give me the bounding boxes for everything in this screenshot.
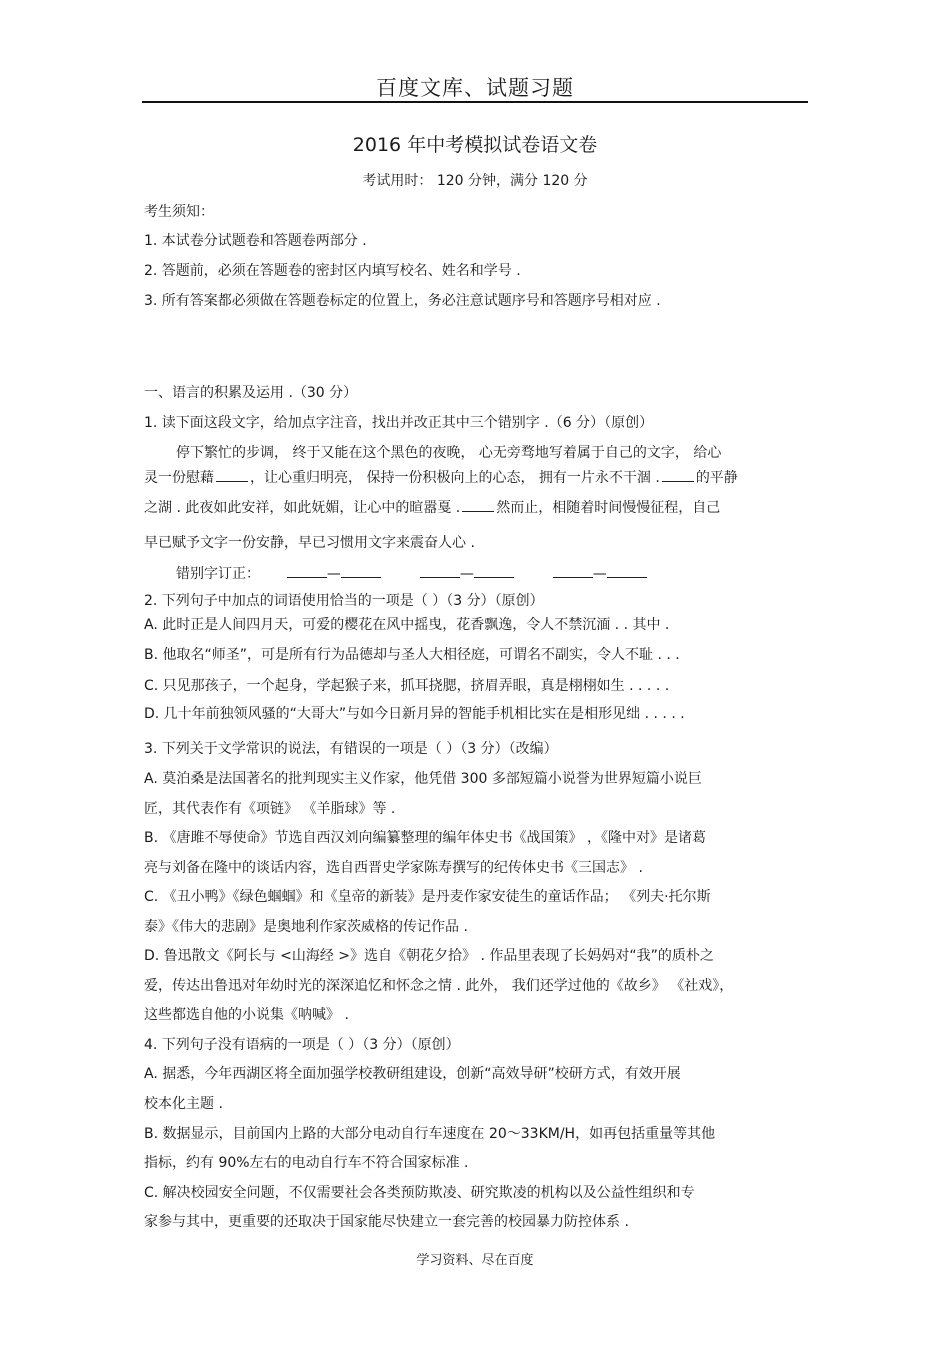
q1-para-line-4: 早已赋予文字一份安静，早已习惯用文字来震奋人心 . [144,535,475,551]
q2-option-a: A. 此时正是人间四月天，可爱的樱花在风中摇曳，花香飘逸，令人不禁沉湎 . . 其中 . [144,617,670,633]
correction-blank [474,563,514,578]
q1-para-text: ，让心重归明亮， 保持一份积极向上的心态， 拥有一片永不干涸 . [250,470,660,486]
q4-option-c-line-1: C. 解决校园安全问题，不仅需要社会各类预防欺凌、研究欺凌的机构以及公益性组织和专 [144,1185,695,1201]
q1-stem: 1. 读下面这段文字，给加点字注音，找出并改正其中三个错别字 .（6 分）（原创） [144,415,654,431]
correction-dash: — [592,566,607,582]
correction-dash: — [326,566,341,582]
q3-option-c-line-2: 泰》《伟大的悲剧》是奥地利作家茨威格的传记作品 . [144,919,468,935]
q4-stem: 4. 下列句子没有语病的一项是（ ）（3 分）（原创） [144,1037,460,1053]
q1-para-text: 灵一份慰藉 [144,470,214,486]
header-title: 百度文库、试题习题 [376,76,574,100]
q1-para-line-2 [144,467,738,488]
correction-blank [287,563,327,578]
q3-option-d-line-1: D. 鲁迅散文《阿长与 <山海经 >》选自《朝花夕拾》 . 作品里表现了长妈妈对“我”的质朴之 [144,948,714,964]
exam-subtitle: 考试用时： 120 分钟，满分 120 分 [362,173,588,189]
correction-dash: — [459,566,474,582]
pinyin-blank [216,467,248,482]
q1-para-text: 之湖 . 此夜如此安祥，如此妩媚，让心中的暄嚣戛 . [144,500,461,516]
q3-option-c-line-1: C. 《丑小鸭》《绿色蝈蝈》和《皇帝的新装》是丹麦作家安徒生的童话作品； 《列夫·托尔斯 [144,889,711,905]
q2-option-b: B. 他取名“师圣”，可是所有行为品德却与圣人大相径庭，可谓名不副实，令人不耻 . . . [144,647,680,663]
notice-item-3: 3. 所有答案都必须做在答题卷标定的位置上，务必注意试题序号和答题序号相对应 . [144,293,661,309]
notice-heading: 考生须知： [144,204,214,220]
q3-option-a-line-1: A. 莫泊桑是法国著名的批判现实主义作家，他凭借 300 多部短篇小说誉为世界短篇小说巨 [144,771,702,787]
page-footer: 学习资料、尽在百度 [416,1253,534,1268]
q3-stem: 3. 下列关于文学常识的说法，有错误的一项是（ ）（3 分）（改编） [144,741,558,757]
q2-option-c: C. 只见那孩子，一个起身，学起猴子来，抓耳挠腮，挤眉弄眼，真是栩栩如生 . . . . . [144,678,670,694]
q3-option-d-line-2: 爱，传达出鲁迅对年幼时光的深深追忆和怀念之情 . 此外， 我们还学过他的《故乡》 《社戏》， [144,978,734,994]
q2-stem: 2. 下列句子中加点的词语使用恰当的一项是（ ）（3 分）（原创） [144,593,544,609]
q3-option-d-line-3: 这些都选自他的小说集《呐喊》 . [144,1007,349,1023]
q3-option-b-line-1: B. 《唐雎不辱使命》节选自西汉刘向编纂整理的编年体史书《战国策》 ，《隆中对》是诸葛 [144,830,706,846]
pinyin-blank [462,497,494,512]
correction-blank [553,563,593,578]
q4-option-a-line-1: A. 据悉，今年西湖区将全面加强学校教研组建设，创新“高效导研”校研方式，有效开展 [144,1066,681,1082]
correction-blank [341,563,381,578]
correction-label: 错别字订正： [176,566,260,582]
notice-item-1: 1. 本试卷分试题卷和答题卷两部分 . [144,233,367,249]
correction-row [176,563,647,584]
section1-heading: 一、语言的积累及运用 .（30 分） [144,385,358,401]
q4-option-c-line-2: 家参与其中，更重要的还取决于国家能尽快建立一套完善的校园暴力防控体系 . [144,1214,629,1230]
q1-para-text: 的平静 [695,470,738,486]
q2-option-d: D. 几十年前独领风骚的“大哥大”与如今日新月异的智能手机相比实在是相形见绌 . . . . . [144,706,685,722]
notice-item-2: 2. 答题前，必须在答题卷的密封区内填写校名、姓名和学号 . [144,263,521,279]
q1-para-text: 然而止，相随着时间慢慢征程，自己 [496,500,721,516]
q4-option-b-line-1: B. 数据显示，目前国内上路的大部分电动自行车速度在 20～33KM/H，如再包括重量等其他 [144,1126,716,1142]
pinyin-blank [662,467,694,482]
q1-para-line-1: 停下繁忙的步调， 终于又能在这个黑色的夜晚， 心无旁骛地写着属于自己的文字， 给心 [176,445,722,461]
q3-option-b-line-2: 亮与刘备在隆中的谈话内容，选自西晋史学家陈寿撰写的纪传体史书《三国志》 . [144,860,643,876]
q4-option-a-line-2: 校本化主题 . [144,1096,223,1112]
q3-option-a-line-2: 匠，其代表作有《项链》 《羊脂球》等 . [144,801,396,817]
exam-title: 2016 年中考模拟试卷语文卷 [352,134,598,156]
correction-blank [607,563,647,578]
q4-option-b-line-2: 指标，约有 90%左右的电动自行车不符合国家标准 . [144,1155,469,1171]
header-divider [142,101,808,103]
correction-blank [420,563,460,578]
q1-para-line-3 [144,497,720,518]
